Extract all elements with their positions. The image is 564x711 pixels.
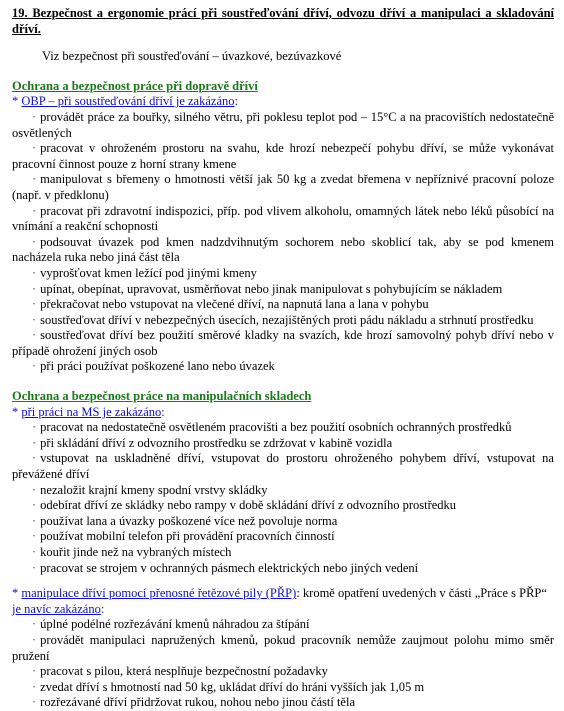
list-item-text: zvedat dříví s hmotností nad 50 kg, ukládat dříví do hráni vyšších jak 1,05 m: [40, 679, 425, 694]
list-item: [12, 141, 554, 172]
list-item-text: provádět manipulaci napružených kmenů, pokud pracovník nemůže zaujmout polohu mimo směr pružení: [12, 632, 554, 663]
list-item-text: pracovat v ohroženém prostoru na svahu, kde hrozí nebezpečí pohybu dříví, se může vykonávat pracovní činnost pouze z horní strany kmene: [12, 141, 554, 171]
list-item-text: při práci používat poškozené lano nebo úvazek: [40, 359, 275, 374]
list-item: [12, 617, 554, 633]
list-item-text: podsouvat úvazek pod kmen nadzdvihnutým sochorem nebo skoblicí tak, aby se pod kmenem nacházela ruka nebo jiná část těla: [12, 234, 554, 265]
list-item: [12, 204, 554, 235]
bullet-icon: ·: [32, 513, 37, 528]
subheading-label: manipulace dříví pomocí přenosné řetězové pily (PŘP): [21, 586, 297, 601]
list-item-text: nezaložit krajní kmeny spodní vrstvy skládky: [40, 482, 268, 497]
asterisk: *: [12, 404, 19, 419]
bullet-icon: ·: [32, 482, 37, 497]
subheading-colon: :: [161, 404, 165, 419]
section-heading-storage-yards: Ochrana a bezpečnost práce na manipulačních skladech: [12, 389, 312, 404]
list-item-text: používat lana a úvazky poškozené více než povoluje norma: [40, 513, 338, 528]
list-item: [12, 529, 554, 545]
asterisk: *: [12, 94, 19, 109]
bullet-icon: ·: [32, 498, 37, 513]
list-item-text: rozřezávané dříví přidržovat rukou, nohou nebo jinou částí těla: [40, 695, 355, 710]
subheading-text: : kromě opatření uvedených v části „Práce s PŘP“: [296, 586, 547, 601]
list-item-text: pracovat při zdravotní indispozici, příp. pod vlivem alkoholu, omamných látek nebo léků působící na vnímání a reakční schopnosti: [12, 203, 554, 234]
bullet-icon: ·: [32, 451, 37, 466]
list-item: [12, 328, 554, 359]
bullet-icon: ·: [32, 545, 37, 559]
section-heading-transport: Ochrana a bezpečnost práce při dopravě dříví: [12, 78, 258, 93]
list-item: [12, 172, 554, 203]
bullet-icon: ·: [32, 695, 37, 710]
subheading-label: OBP – při soustřeďování dříví je zakázáno: [21, 94, 235, 109]
bullet-icon: ·: [32, 297, 37, 312]
list-item: [12, 695, 554, 711]
list-item: [12, 297, 554, 313]
subheading-colon: :: [234, 94, 238, 109]
list-item-text: soustřeďovat dříví v nebezpečných úsecích, nezajištěných proti pádu nákladu a strhnutí prostředku: [40, 312, 534, 327]
list-item-text: vyprošťovat kmen ležící pod jinými kmeny: [40, 265, 257, 280]
list-item: [12, 359, 554, 375]
bullet-icon: ·: [32, 109, 37, 124]
subheading-forbidden-ms: [12, 405, 554, 421]
list-item-text: pracovat se strojem v ochranných pásmech elektrických nebo jiných vedení: [40, 560, 419, 575]
list-item: [12, 561, 554, 577]
list-item-text: pracovat na nedostatečně osvětleném pracovišti a bez použití osobních ochranných prostředků: [40, 420, 512, 435]
bullet-icon: ·: [32, 265, 37, 280]
list-item: [12, 313, 554, 329]
list-item-text: používat mobilní telefon při provádění pracovních činností: [40, 529, 335, 544]
list-item: [12, 483, 554, 499]
bullet-icon: ·: [32, 617, 37, 632]
forbidden-list-chainsaw: [12, 617, 554, 711]
list-item-text: překračovat nebo vstupovat na vlečené dříví, na napnutá lana a lana v pohybu: [40, 297, 429, 312]
subheading-colon: :: [100, 601, 105, 616]
list-item: [12, 545, 554, 561]
list-item-text: soustřeďovat dříví bez použití směrové kladky na svazích, kde hrozí samovolný pohyb dříví nebo v případě ohrožení jiných osob: [12, 328, 554, 358]
list-item-text: upínat, obepínat, upravovat, usměrňovat nebo jinak manipulovat s pohybujícím se nákladem: [40, 281, 503, 296]
bullet-icon: ·: [32, 560, 37, 575]
list-item: [12, 633, 554, 664]
forbidden-list-skidding: [12, 110, 554, 375]
list-item: [12, 420, 554, 436]
list-item-text: provádět práce za bouřky, silného větru, při poklesu teplot pod – 15°C a na pracovištích nedostatečně osvětlených: [12, 109, 554, 140]
list-item-text: manipulovat s břemeny o hmotnosti větší jak 50 kg a zvedat břemena v nepříznivé pracovní poloze (např. v předklonu): [12, 172, 554, 202]
list-item: [12, 514, 554, 530]
document-title: 19. Bezpečnost a ergonomie prácí při soustřeďování dříví, odvozu dříví a manipulaci a skladování dříví.: [12, 6, 554, 36]
list-item-text: vstupovat na uskladněné dříví, vstupovat do prostoru ohroženého pohybem dříví, vstupovat na převážené dříví: [12, 451, 554, 482]
list-item: [12, 110, 554, 141]
list-item-text: úplné podélné rozřezávání kmenů náhradou za štípání: [40, 617, 310, 632]
list-item-text: pracovat s pilou, která nesplňuje bezpečnostní požadavky: [40, 664, 328, 679]
subheading-label: při práci na MS je zakázáno: [21, 404, 162, 419]
list-item-text: odebírat dříví ze skládky nebo rampy v době skládání dříví z odvozního prostředku: [40, 498, 457, 513]
bullet-icon: ·: [32, 312, 37, 327]
bullet-icon: ·: [32, 328, 37, 343]
reference-note: Viz bezpečnost při soustřeďování – úvazkové, bezúvazkové: [42, 49, 342, 64]
bullet-icon: ·: [32, 420, 37, 435]
list-item: [12, 436, 554, 452]
bullet-icon: ·: [32, 203, 37, 218]
bullet-icon: ·: [32, 281, 37, 296]
bullet-icon: ·: [32, 172, 37, 187]
list-item: [12, 282, 554, 298]
bullet-icon: ·: [32, 435, 37, 450]
list-item: [12, 664, 554, 680]
list-item: [12, 235, 554, 266]
list-item-text: kouřit jinde než na vybraných místech: [40, 545, 232, 559]
asterisk: *: [12, 586, 19, 601]
bullet-icon: ·: [32, 529, 37, 544]
list-item: [12, 451, 554, 482]
bullet-icon: ·: [32, 679, 37, 694]
forbidden-list-ms: [12, 420, 554, 576]
bullet-icon: ·: [32, 664, 37, 679]
subheading-label-2: je navíc zakázáno: [12, 601, 101, 616]
bullet-icon: ·: [32, 141, 37, 156]
list-item-text: při skládání dříví z odvozního prostředku se zdržovat v kabině vozidla: [40, 435, 393, 450]
subheading-forbidden-skidding: [12, 94, 554, 110]
bullet-icon: ·: [32, 359, 37, 374]
subheading-chainsaw: [12, 586, 554, 617]
bullet-icon: ·: [32, 234, 37, 249]
bullet-icon: ·: [32, 632, 37, 647]
list-item: [12, 680, 554, 696]
list-item: [12, 498, 554, 514]
list-item: [12, 266, 554, 282]
